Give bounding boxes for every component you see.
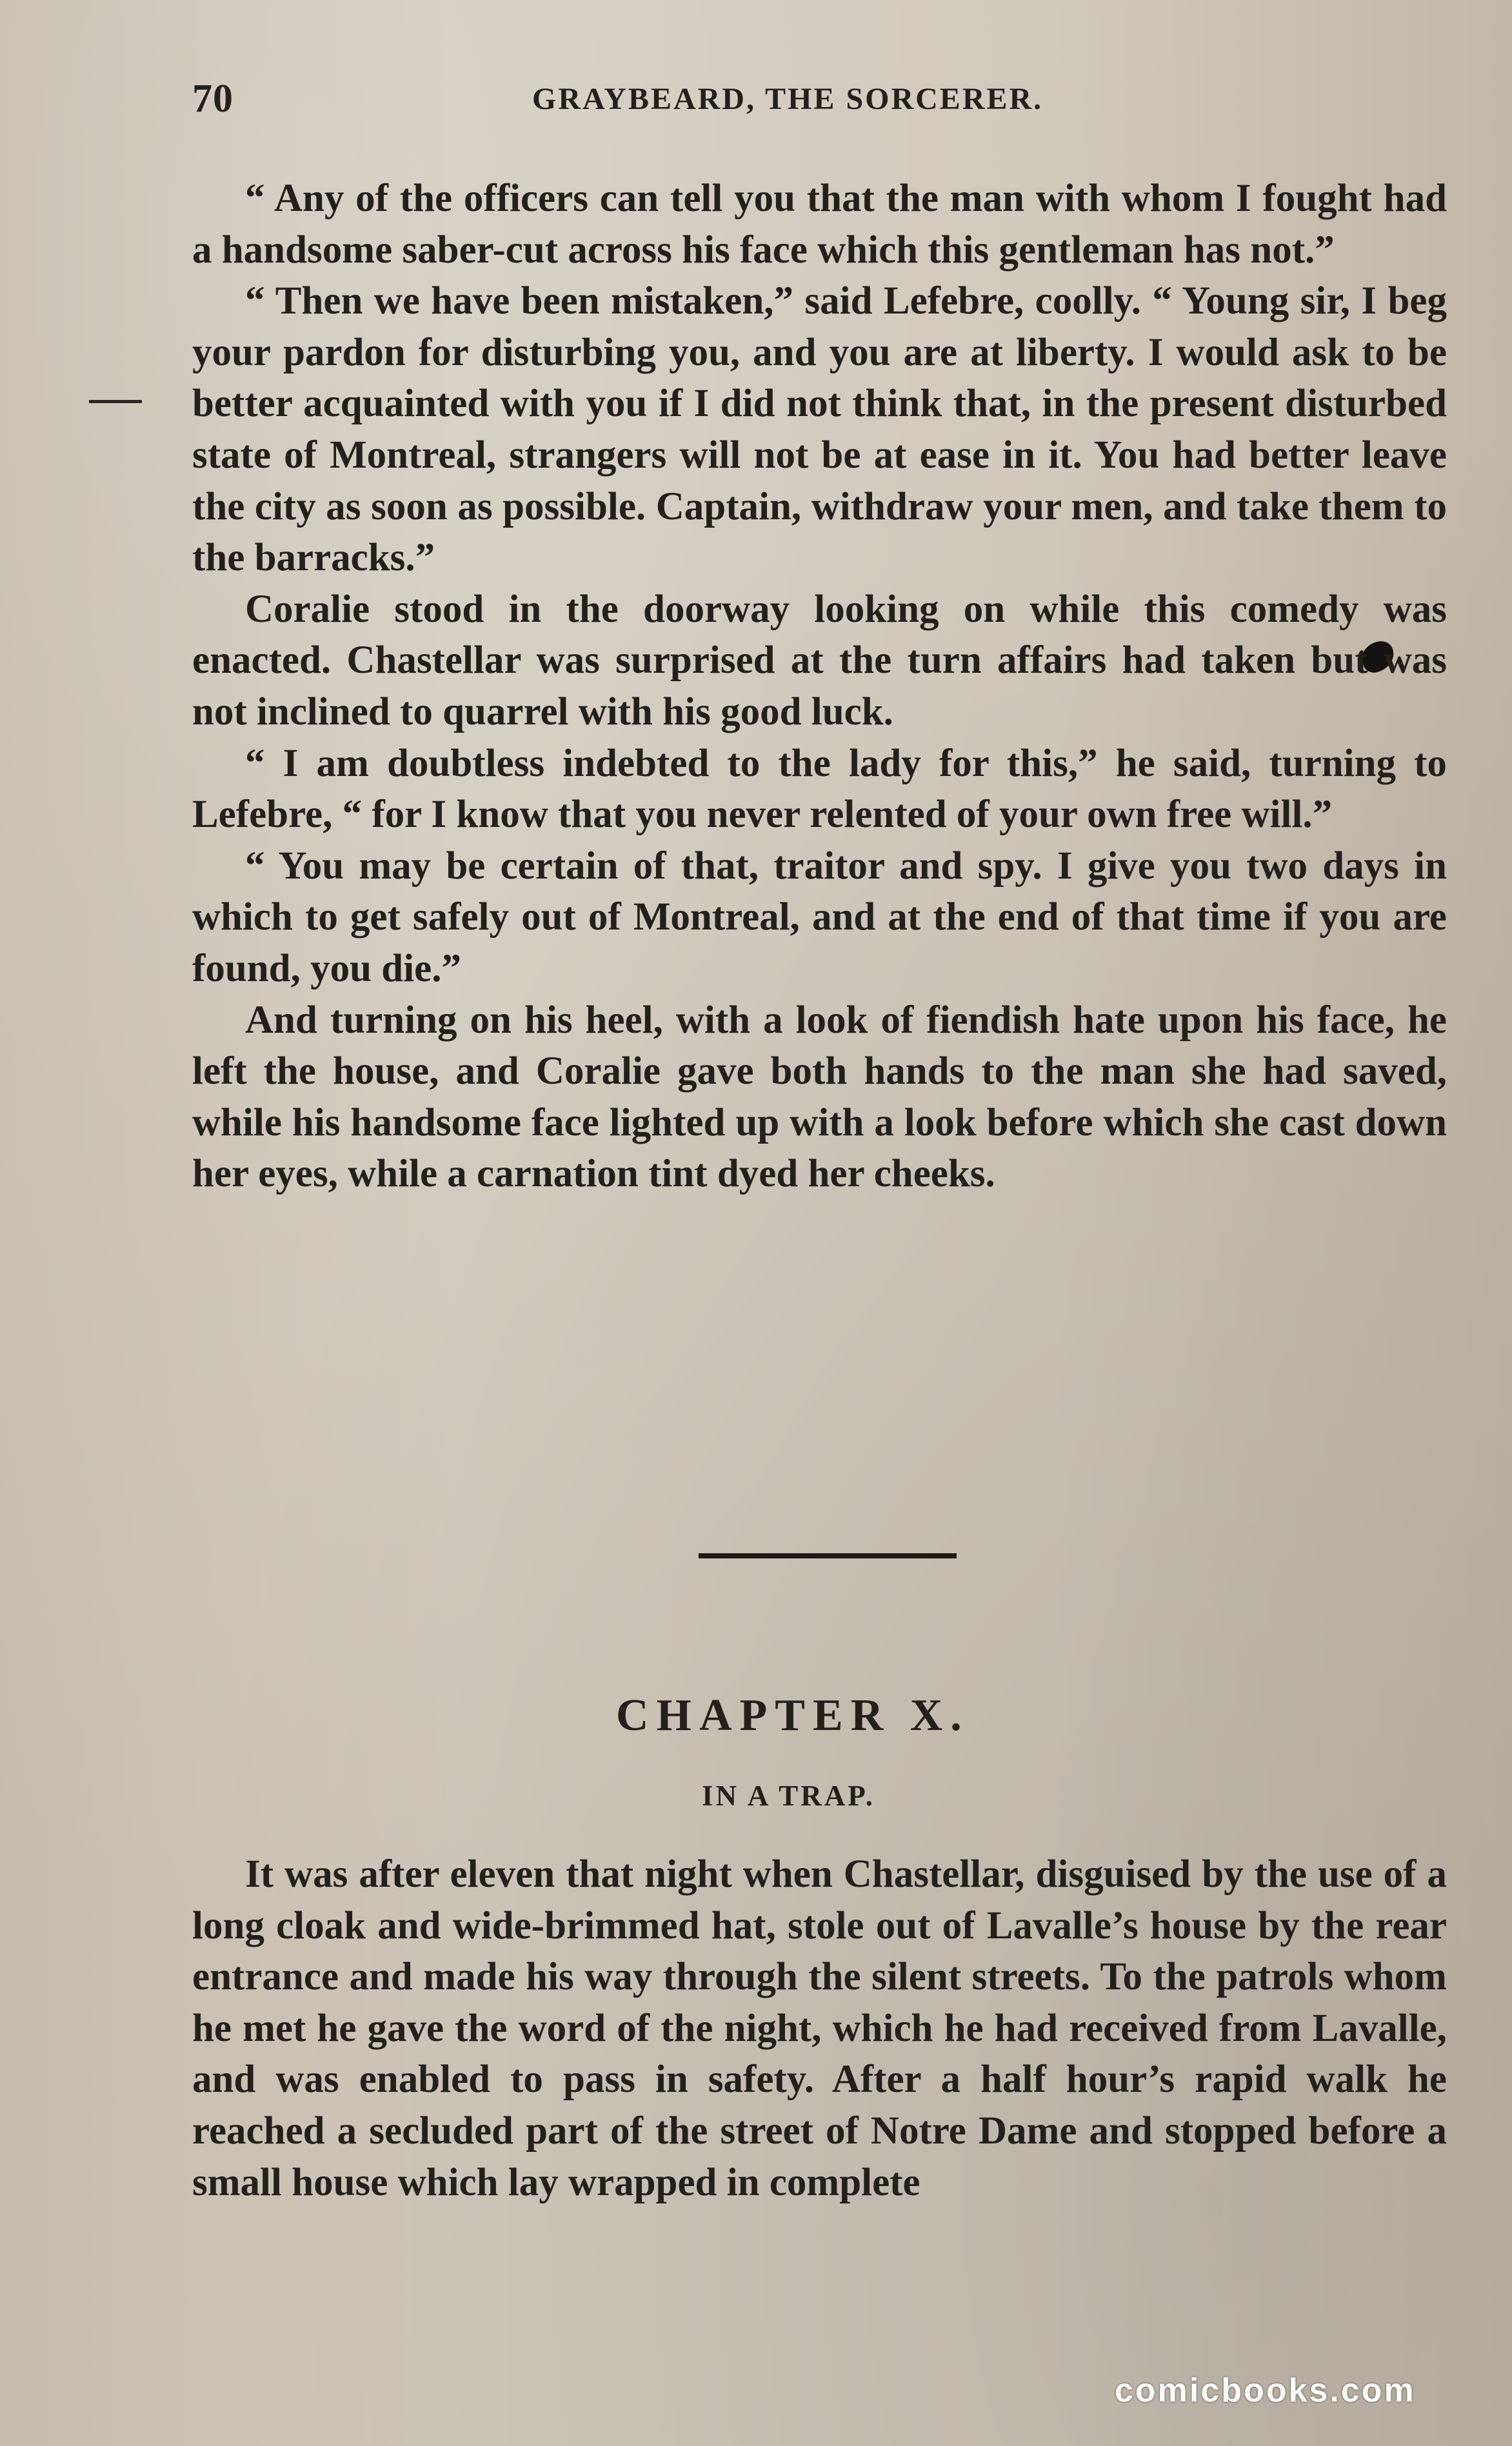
running-header — [192, 76, 1447, 128]
paragraph: Coralie stood in the doorway looking on while this comedy was enacted. Chastellar was surprised at the turn affairs had taken but was not inclined to quarrel with his good luck. — [192, 587, 1447, 733]
paragraph: “ I am doubtless indebted to the lady for this,” he said, turning to Lefebre, “ for I know that you never relented of your own free will.” — [192, 741, 1447, 837]
page-number: 70 — [192, 77, 234, 121]
paragraph: It was after eleven that night when Chastellar, disguised by the use of a long cloak and wide-brimmed hat, stole out of Lavalle’s house by the rear entrance and made his way through the silent streets. To the patrols whom he met he gave the word of the night, which he had received from Lavalle, and was enabled to pass in safety. After a half hour’s rapid walk he reached a secluded part of the street of Notre Dame and stopped before a small house which lay wrapped in complete — [192, 1853, 1447, 2204]
chapter-heading: CHAPTER X. — [616, 1691, 970, 1740]
section-divider-tail — [930, 1554, 955, 1558]
running-title: GRAYBEARD, THE SORCERER. — [532, 82, 1044, 116]
watermark: comicbooks.com — [1115, 2372, 1416, 2409]
paragraph: And turning on his heel, with a look of fiendish hate upon his face, he left the house, and Coralie gave both hands to the man she had saved, while his handsome face lighted up with a look before which she cast down her eyes, while a carnation tint dyed her cheeks. — [192, 998, 1447, 1196]
paragraph: “ Any of the officers can tell you that the man with whom I fought had a handsome saber-cut across his face which this gentleman has not.” — [192, 177, 1447, 272]
chapter-subtitle: IN A TRAP. — [702, 1780, 875, 1812]
paragraph: “ Then we have been mistaken,” said Lefebre, coolly. “ Young sir, I beg your pardon for disturbing you, and you are at liberty. I would ask to be better acquainted with you if I did not think that, in the present disturbed state of Montreal, strangers will not be at ease in it. You had better leave the city as soon as possible. Captain, withdraw your men, and take them to the barracks.” — [192, 279, 1447, 580]
body-text-chapter — [192, 1849, 1447, 2208]
paragraph: “ You may be certain of that, traitor and spy. I give you two days in which to get safely out of Montreal, and at the end of that time if you are found, you die.” — [192, 844, 1447, 990]
body-text-top — [192, 173, 1447, 1200]
margin-mark — [89, 400, 142, 403]
section-divider-rule — [699, 1553, 957, 1558]
